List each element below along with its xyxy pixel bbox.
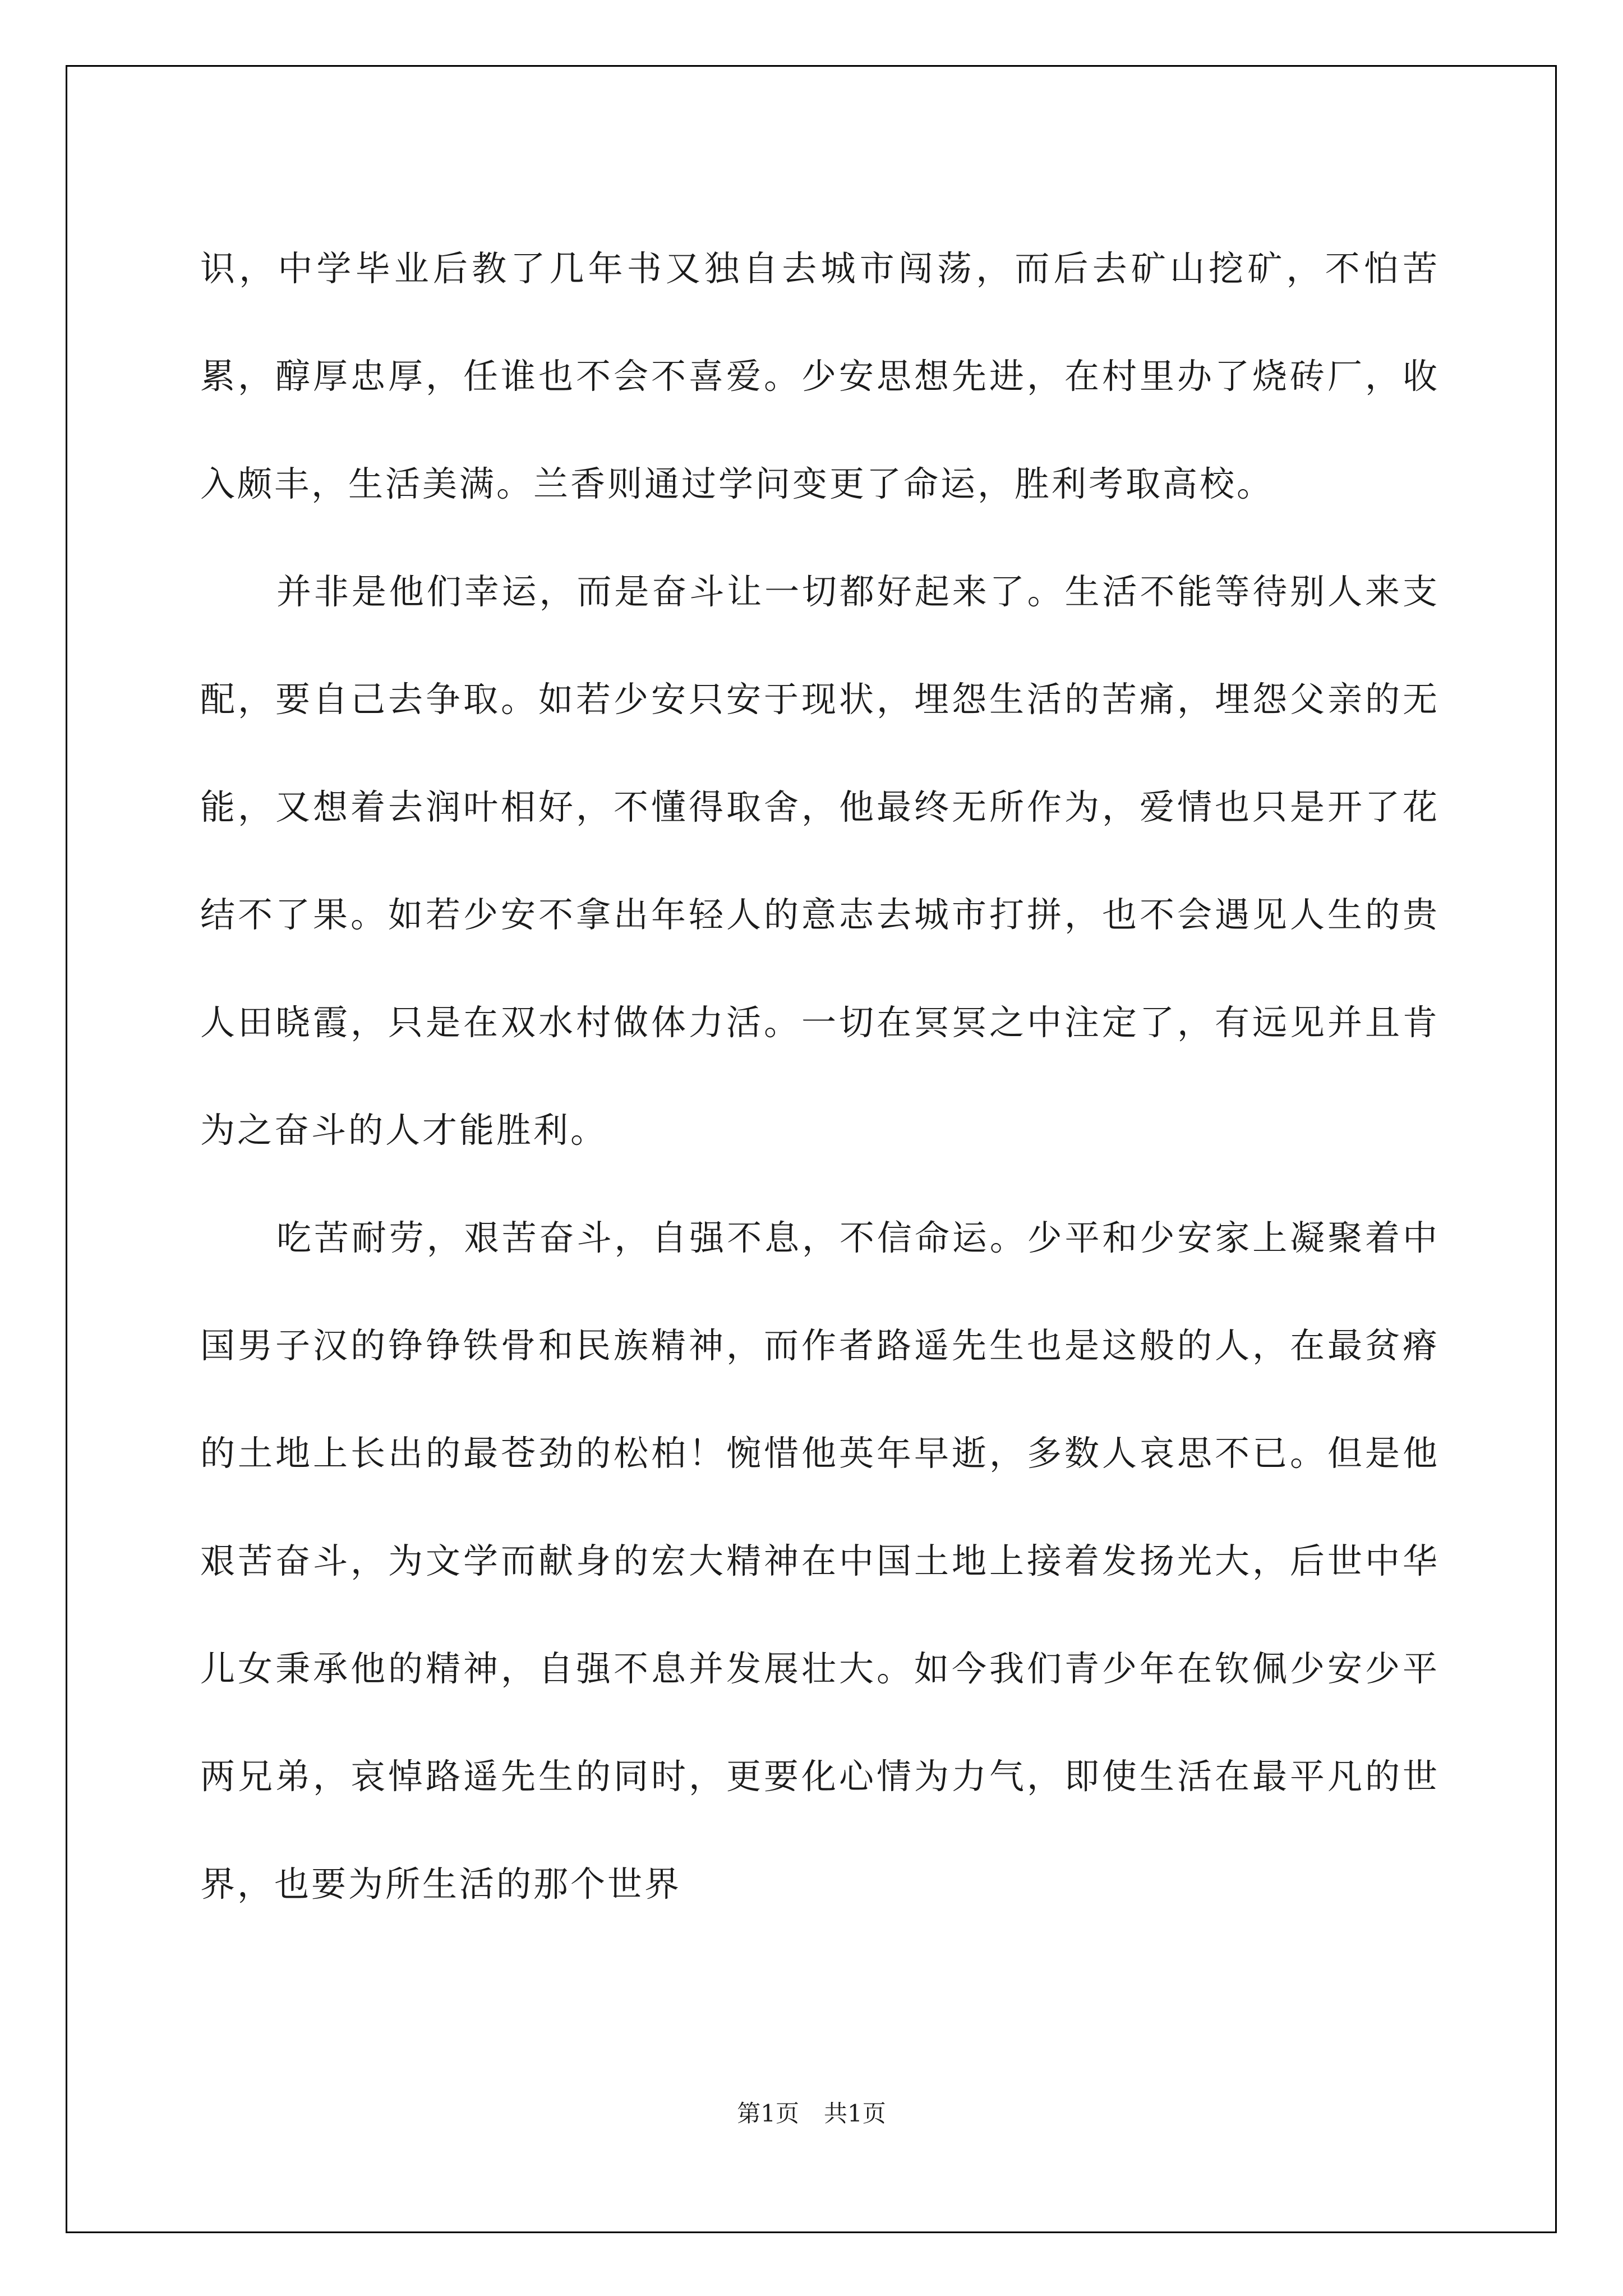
document-body — [200, 215, 1440, 1938]
page-number-total: 共1页 — [824, 2100, 886, 2127]
paragraph-3: 吃苦耐劳，艰苦奋斗，自强不息，不信命运。少平和少安家上凝聚着中国男子汉的铮铮铁骨和民族精神，而作者路遥先生也是这般的人，在最贫瘠的土地上长出的最苍劲的松柏！惋惜他英年早逝，多数人哀思不已。但是他艰苦奋斗，为文学而献身的宏大精神在中国土地上接着发扬光大，后世中华儿女秉承他的精神，自强不息并发展壮大。如今我们青少年在钦佩少安少平两兄弟，哀悼路遥先生的同时，更要化心情为力气，即使生活在最平凡的世界，也要为所生活的那个世界 — [200, 1217, 1440, 1904]
page-footer — [0, 2095, 1623, 2129]
paragraph-1: 识，中学毕业后教了几年书又独自去城市闯荡，而后去矿山挖矿，不怕苦累，醇厚忠厚，任谁也不会不喜爱。少安思想先进，在村里办了烧砖厂，收入颇丰，生活美满。兰香则通过学问变更了命运，胜利考取高校。 — [200, 248, 1440, 504]
page-number-current: 第1页 — [737, 2100, 799, 2127]
paragraph-2: 并非是他们幸运，而是奋斗让一切都好起来了。生活不能等待别人来支配，要自己去争取。如若少安只安于现状，埋怨生活的苦痛，埋怨父亲的无能，又想着去润叶相好，不懂得取舍，他最终无所作为，爱情也只是开了花结不了果。如若少安不拿出年轻人的意志去城市打拼，也不会遇见人生的贵人田晓霞，只是在双水村做体力活。一切在冥冥之中注定了，有远见并且肯为之奋斗的人才能胜利。 — [200, 571, 1440, 1151]
